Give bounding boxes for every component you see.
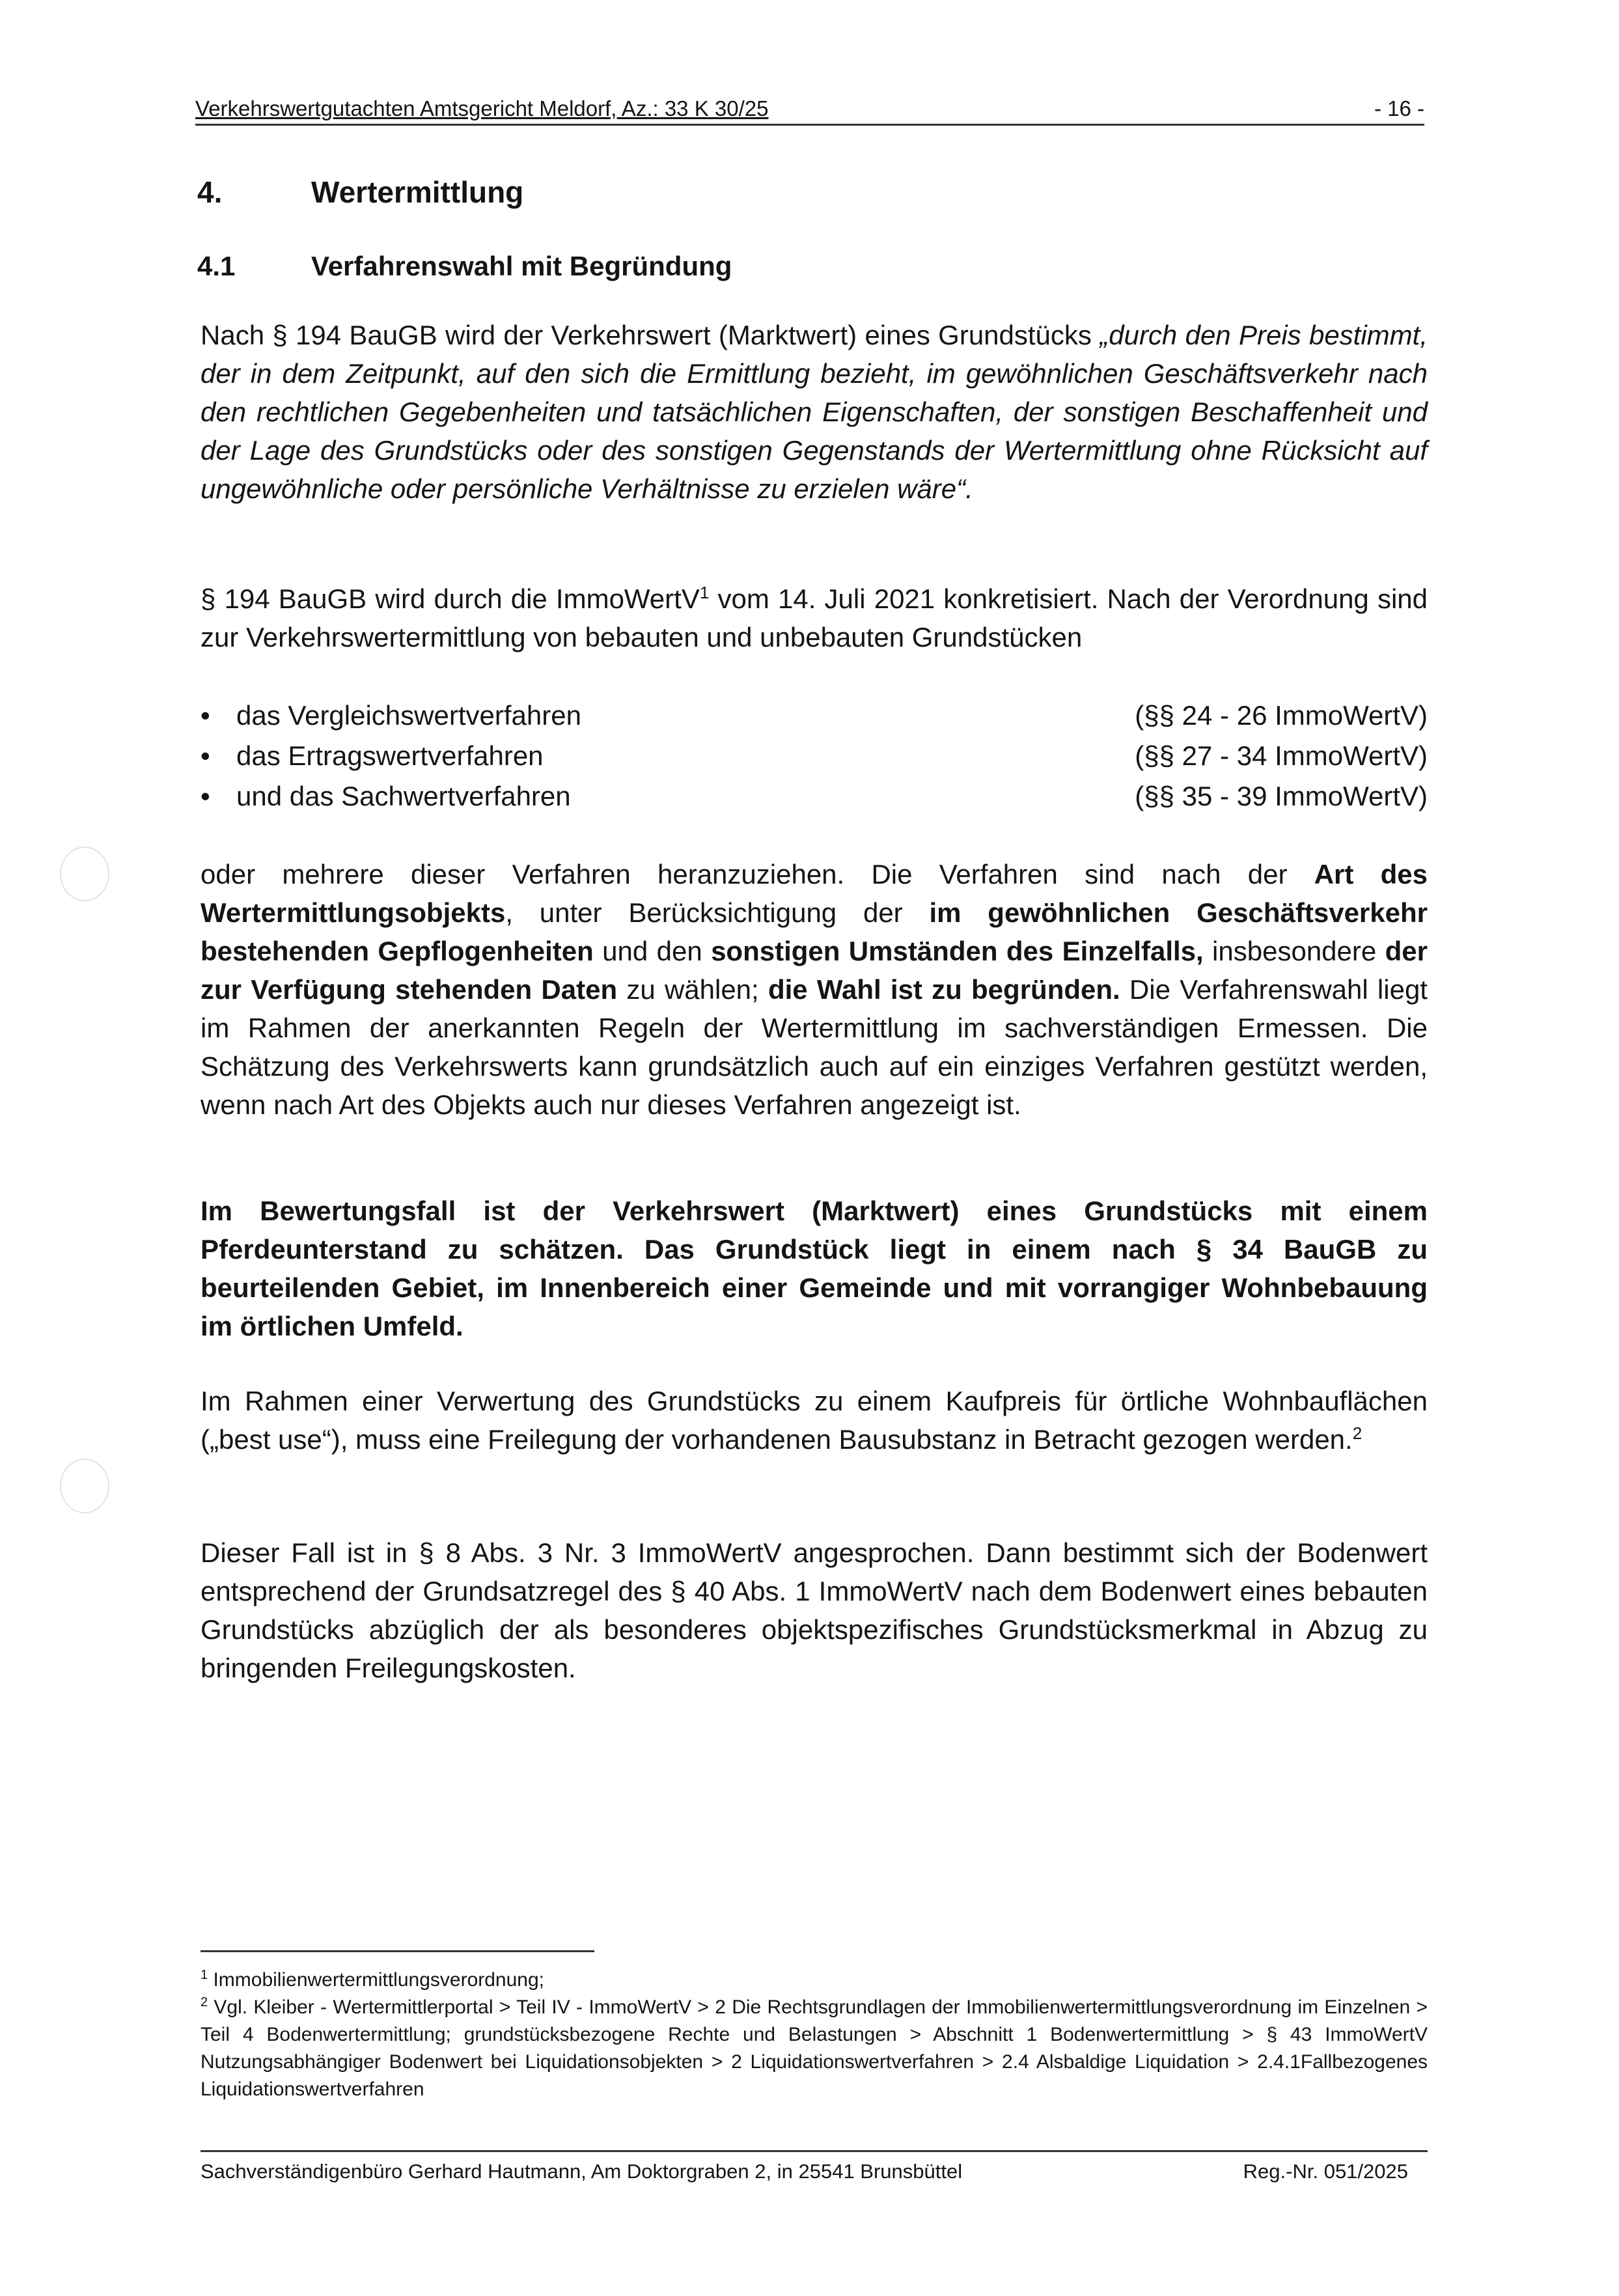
bold-run: Art des Wertermittlungsobjekts [201, 859, 1428, 928]
text-run: und den [593, 936, 712, 966]
page-footer [201, 2150, 1428, 2183]
para2-part1: § 194 BauGB wird durch die ImmoWertV [201, 583, 700, 614]
method-reference: (§§ 24 - 26 ImmoWertV) [1135, 700, 1428, 731]
page-number: - 16 - [1374, 96, 1424, 120]
subsection-heading [197, 251, 732, 282]
para1-quote: „durch den Preis bestimmt, der in dem Zeitpunkt, auf den sich die Ermittlung bezieht, im gewöhnlichen Geschäftsverkehr nach den rechtlichen Gegebenheiten und tatsächlichen Eigenschaften, der sonstigen Beschaffenheit und der Lage des Grundstücks oder des sonstigen Gegenstands der Wertermittlung ohne Rücksicht auf ungewöhnliche oder persönliche Verhältnisse zu erzielen wäre“. [201, 320, 1428, 504]
footnote-1 [201, 1967, 1428, 1994]
text-run: oder mehrere dieser Verfahren heranzuziehen. Die Verfahren sind nach der [201, 859, 1314, 889]
text-run: , unter Berücksichtigung der [505, 897, 930, 928]
footnotes [201, 1967, 1428, 2103]
para1-prefix: Nach § 194 BauGB wird der Verkehrswert (Marktwert) eines Grundstücks [201, 320, 1100, 350]
section-heading [197, 175, 523, 210]
paragraph-immowertv [201, 580, 1428, 656]
footnote-text: Immobilienwertermittlungsverordnung; [208, 1969, 545, 1991]
punch-hole-mark [60, 1459, 109, 1513]
header-title: Verkehrswertgutachten Amtsgericht Meldorf, Az.: 33 K 30/25 [195, 96, 769, 120]
bold-run: der zur Verfügung stehenden Daten [201, 936, 1428, 1005]
method-reference: (§§ 35 - 39 ImmoWertV) [1135, 781, 1428, 811]
paragraph-valuation-case: Im Bewertungsfall ist der Verkehrswert (Marktwert) eines Grundstücks mit einem Pferdeunterstand zu schätzen. Das Grundstück liegt in einem nach § 34 BauGB zu beurteilenden Gebiet, im Innenbereich einer Gemeinde und mit vorrangiger Wohnbebauung im örtlichen Umfeld. [201, 1196, 1428, 1341]
footnote-ref-1[interactable]: 1 [699, 583, 710, 602]
footnote-number: 2 [201, 1995, 208, 2009]
page-header [195, 91, 1424, 126]
bullet-icon: • [201, 740, 210, 771]
paragraph-land-value: Dieser Fall ist in § 8 Abs. 3 Nr. 3 ImmoWertV angesprochen. Dann bestimmt sich der Bodenwert entsprechend der Grundsatzregel des § 40 Abs. 1 ImmoWertV nach dem Bodenwert eines bebauten Grundstücks abzüglich der als besonderes objektspezifisches Grundstücksmerkmal in Abzug zu bringenden Freilegungskosten. [201, 1537, 1428, 1683]
bold-run: die Wahl ist zu begründen. [768, 974, 1120, 1005]
subsection-number: 4.1 [197, 251, 236, 281]
footer-reg-number: Reg.-Nr. 051/2025 [1243, 2160, 1408, 2183]
method-label: und das Sachwertverfahren [236, 781, 571, 811]
footnote-divider [201, 1950, 594, 1952]
methods-list [201, 695, 1428, 817]
footnote-number: 1 [201, 1968, 208, 1982]
footnote-text: Vgl. Kleiber - Wertermittlerportal > Teil IV - ImmoWertV > 2 Die Rechtsgrundlagen der Immobilienwertermittlungsverordnung im Einzelnen > Teil 4 Bodenwertermittlung; grundstücksbezogene Rechte und Belastungen > Abschnitt 1 Bodenwertermittlung > § 43 ImmoWertV Nutzungsabhängiger Bodenwert bei Liquidationsobjekten > 2 Liquidationswertverfahren > 2.4 Alsbaldige Liquidation > 2.4.1Fallbezogenes Liquidationswertverfahren [201, 1996, 1428, 2100]
list-item [201, 776, 1428, 817]
footnote-ref-2[interactable]: 2 [1352, 1423, 1363, 1443]
text-run: insbesondere [1203, 936, 1385, 966]
text-run: zu wählen; [617, 974, 768, 1005]
para5-text: Im Rahmen einer Verwertung des Grundstücks zu einem Kaufpreis für örtliche Wohnbauflächen („best use“), muss eine Freilegung der vorhandenen Bausubstanz in Betracht gezogen werden. [201, 1386, 1428, 1455]
bullet-icon: • [201, 781, 210, 811]
list-item [201, 695, 1428, 736]
method-reference: (§§ 27 - 34 ImmoWertV) [1135, 740, 1428, 771]
list-item [201, 736, 1428, 776]
bullet-icon: • [201, 700, 210, 731]
footnote-2 [201, 1994, 1428, 2103]
subsection-title: Verfahrenswahl mit Begründung [311, 251, 732, 281]
punch-hole-mark [60, 847, 109, 901]
text-run: Die Verfahrenswahl liegt im Rahmen der anerkannten Regeln der Wertermittlung im sachverständigen Ermessen. Die Schätzung des Verkehrswerts kann grundsätzlich auch auf ein einziges Verfahren gestützt werden, wenn nach Art des Objekts auch nur dieses Verfahren angezeigt ist. [201, 974, 1428, 1120]
paragraph-definition [201, 316, 1428, 508]
footer-office: Sachverständigenbüro Gerhard Hautmann, Am Doktorgraben 2, in 25541 Brunsbüttel [201, 2160, 963, 2183]
paragraph-method-choice [201, 855, 1428, 1124]
bold-run: sonstigen Umständen des Einzelfalls, [711, 936, 1204, 966]
method-label: das Vergleichswertverfahren [236, 700, 581, 731]
section-number: 4. [197, 175, 223, 209]
para2-part2: vom 14. Juli 2021 konkretisiert. Nach der Verordnung sind zur Verkehrswertermittlung von bebauten und unbebauten Grundstücken [201, 583, 1428, 652]
section-title: Wertermittlung [311, 175, 524, 209]
method-label: das Ertragswertverfahren [236, 740, 544, 771]
paragraph-best-use [201, 1382, 1428, 1459]
bold-run: im gewöhnlichen Geschäftsverkehr bestehenden Gepflogenheiten [201, 897, 1428, 966]
